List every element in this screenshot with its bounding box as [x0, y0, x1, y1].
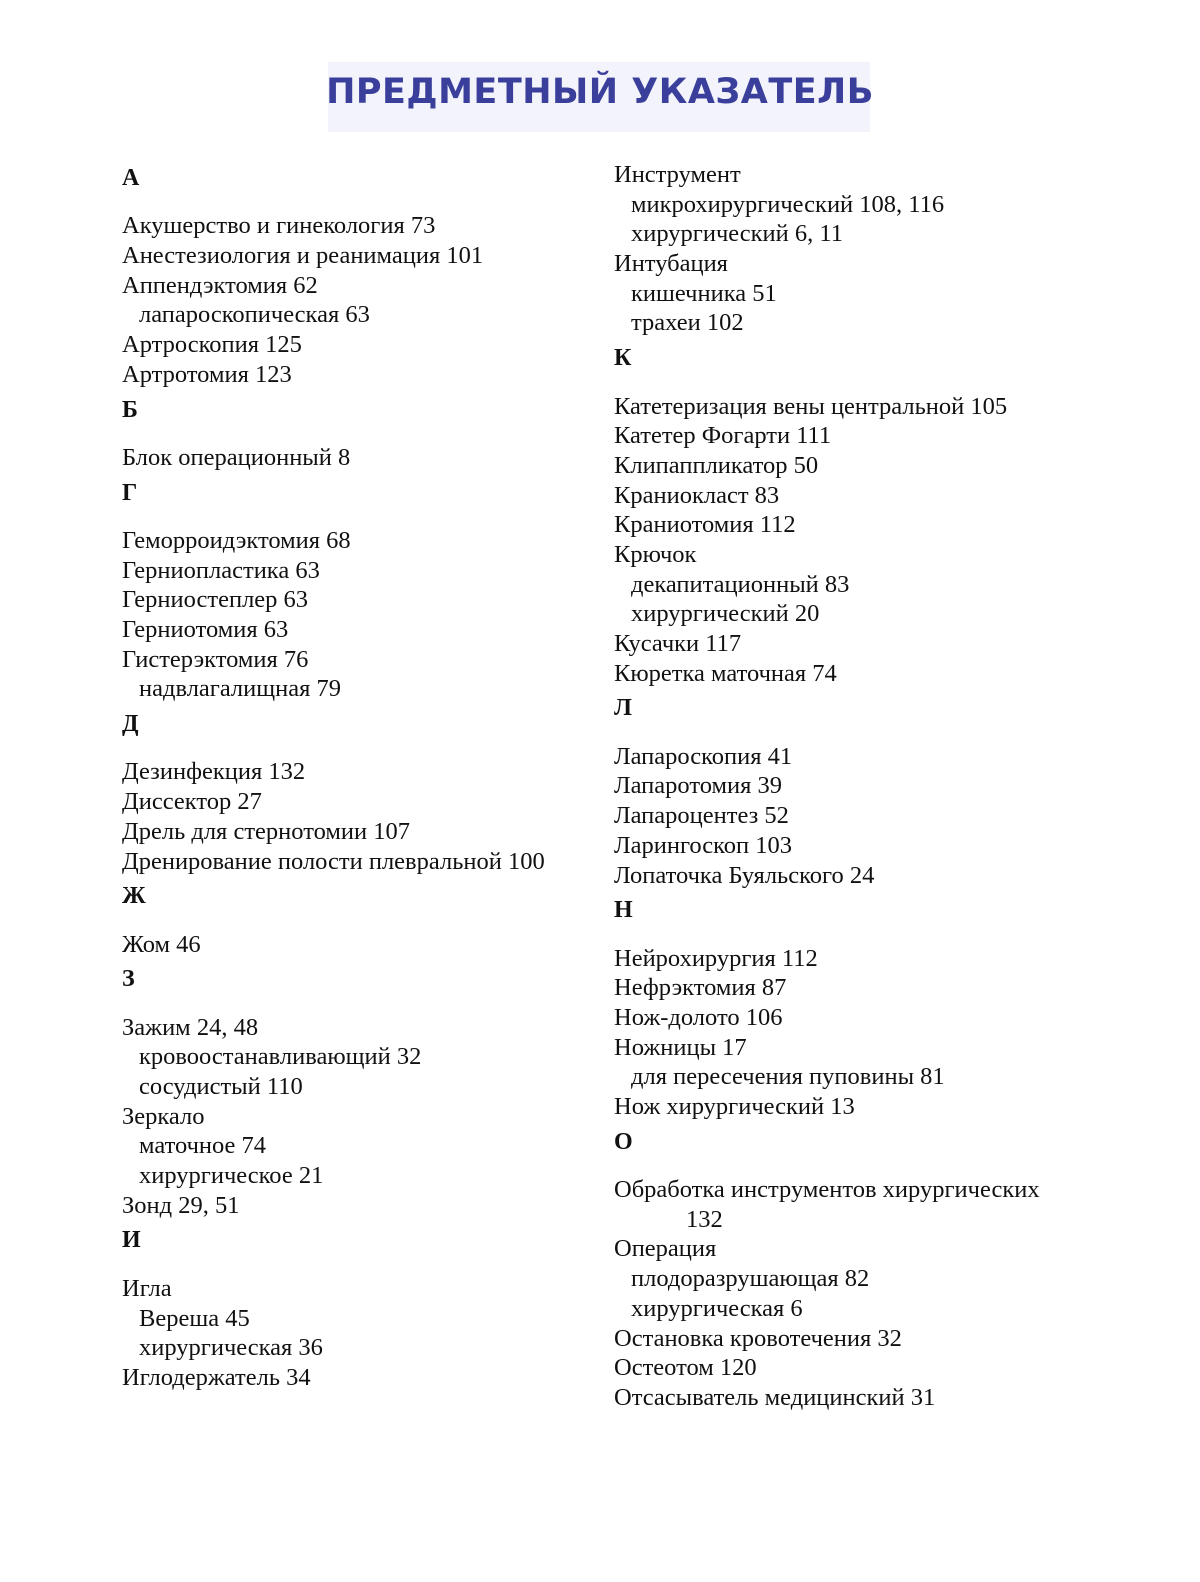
index-column-left — [122, 160, 592, 1393]
index-entry: Дренирование полости плевральной 100 — [122, 847, 545, 875]
index-entry: Катетеризация вены центральной 105 — [614, 392, 1008, 420]
index-entry: Лапароцентез 52 — [614, 802, 789, 830]
index-entry: Анестезиология и реанимация 101 — [122, 242, 484, 270]
index-section — [614, 1128, 1084, 1413]
index-entry: Катетер Фогарти 111 — [614, 422, 832, 450]
index-entry: Дезинфекция 132 — [122, 758, 306, 786]
index-entry: Лапаротомия 39 — [614, 772, 783, 800]
index-column-right — [614, 160, 1084, 1413]
index-entry: Лапароскопия 41 — [614, 742, 793, 770]
index-entry: Зонд 29, 51 — [122, 1191, 240, 1219]
index-entry: Отсасыватель медицинский 31 — [614, 1383, 936, 1411]
index-entry: Ларингоскоп 103 — [614, 831, 793, 859]
index-entry: Иглодержатель 34 — [122, 1363, 311, 1391]
section-letter: И — [122, 1227, 141, 1254]
section-letter: Ж — [122, 883, 146, 910]
section-letter: А — [122, 165, 140, 191]
index-entry: Артротомия 123 — [122, 360, 292, 388]
index-entry: Крючок — [614, 540, 697, 568]
index-subentry: хирургическая 36 — [139, 1334, 323, 1362]
index-section — [614, 896, 1084, 1122]
index-section — [122, 479, 592, 705]
index-entry: Герниостеплер 63 — [122, 586, 309, 614]
section-letter: Д — [122, 711, 139, 738]
index-subentry: надвлагалищная 79 — [139, 675, 342, 703]
index-entry: Клипаппликатор 50 — [614, 451, 819, 479]
index-entry: Артроскопия 125 — [122, 331, 302, 359]
index-section — [122, 965, 592, 1220]
index-subentry: хирургическое 21 — [139, 1162, 324, 1190]
index-section — [122, 164, 592, 390]
index-entry: Гистерэктомия 76 — [122, 645, 309, 673]
index-subentry: Вереша 45 — [139, 1304, 250, 1332]
index-entry: Дрель для стернотомии 107 — [122, 817, 410, 845]
index-entry: Операция — [614, 1235, 717, 1263]
index-entry: Игла — [122, 1274, 172, 1302]
page-title: ПРЕДМЕТНЫЙ УКАЗАТЕЛЬ — [326, 72, 874, 112]
index-entry: Герниопластика 63 — [122, 556, 320, 584]
index-subentry: маточное 74 — [139, 1132, 267, 1160]
index-section — [614, 160, 1084, 338]
section-letter: К — [614, 345, 632, 372]
index-subentry: кишечника 51 — [631, 279, 777, 307]
index-subentry: сосудистый 110 — [139, 1073, 303, 1100]
index-subentry: хирургическая 6 — [631, 1294, 803, 1322]
index-entry: Нефрэктомия 87 — [614, 974, 787, 1002]
index-entry: Акушерство и гинекология 73 — [122, 212, 436, 240]
section-letter: З — [122, 966, 135, 993]
index-entry: Краниокласт 83 — [614, 481, 780, 509]
index-entry: Инструмент — [614, 161, 741, 188]
index-entry: Блок операционный 8 — [122, 443, 351, 471]
index-subentry: кровоостанавливающий 32 — [139, 1043, 422, 1071]
section-letter: Б — [122, 396, 138, 423]
index-entry: Ножницы 17 — [614, 1033, 747, 1061]
index-entry: Обработка инструментов хирургических — [614, 1176, 1040, 1204]
index-subentry: 132 — [686, 1205, 723, 1233]
index-entry: Герниотомия 63 — [122, 616, 289, 643]
index-entry: Интубация — [614, 250, 728, 278]
section-letter: Г — [122, 479, 138, 506]
index-entry: Зажим 24, 48 — [122, 1013, 259, 1041]
index-entry: Геморроидэктомия 68 — [122, 526, 351, 554]
index-subentry: хирургический 20 — [631, 600, 820, 628]
index-entry: Краниотомия 112 — [614, 511, 796, 539]
index-section — [122, 710, 592, 876]
index-subentry: хирургический 6, 11 — [631, 220, 843, 248]
index-section — [122, 1226, 592, 1392]
index-entry: Нож-долото 106 — [614, 1003, 783, 1031]
index-subentry: декапитационный 83 — [631, 570, 850, 598]
index-entry: Лопаточка Буяльского 24 — [614, 861, 875, 889]
index-entry: Зеркало — [122, 1102, 205, 1130]
index-subentry: микрохирургический 108, 116 — [631, 190, 945, 218]
section-letter: Н — [614, 897, 633, 924]
index-subentry: плодоразрушающая 82 — [631, 1265, 870, 1293]
index-entry: Аппендэктомия 62 — [122, 271, 318, 299]
index-entry: Остановка кровотечения 32 — [614, 1324, 902, 1352]
index-section — [614, 344, 1084, 688]
index-entry: Диссектор 27 — [122, 788, 262, 816]
index-section — [122, 882, 592, 959]
index-subentry: лапароскопическая 63 — [139, 301, 370, 329]
index-entry: Нейрохирургия 112 — [614, 944, 818, 972]
index-entry: Жом 46 — [122, 930, 201, 958]
section-letter: О — [614, 1128, 633, 1155]
index-section — [614, 694, 1084, 890]
index-subentry: трахеи 102 — [631, 309, 744, 337]
index-subentry: для пересечения пуповины 81 — [631, 1063, 945, 1091]
index-entry: Нож хирургический 13 — [614, 1093, 855, 1120]
index-entry: Кюретка маточная 74 — [614, 659, 837, 687]
index-section — [122, 396, 592, 473]
section-letter: Л — [614, 695, 632, 722]
index-entry: Остеотом 120 — [614, 1354, 757, 1382]
index-entry: Кусачки 117 — [614, 630, 742, 657]
